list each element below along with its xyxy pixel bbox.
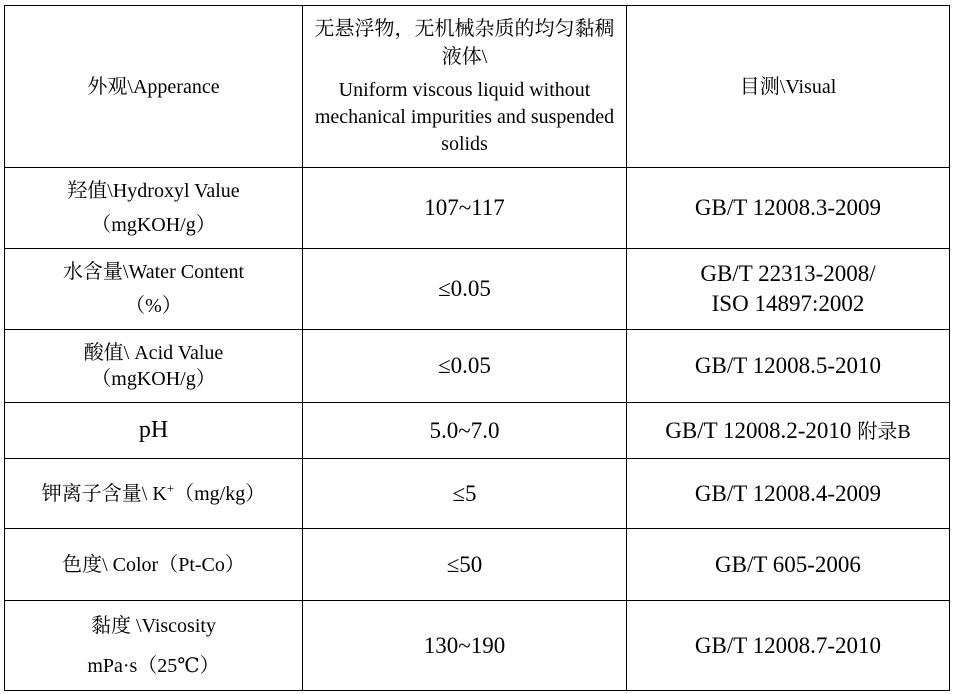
method-cell: [627, 249, 950, 330]
table-row: [5, 459, 950, 529]
table-row: [5, 6, 950, 168]
method-label: GB/T 12008.7-2010: [694, 632, 882, 658]
table-row: [5, 330, 950, 403]
property-unit: （%）: [125, 295, 182, 317]
property-cell: [5, 249, 303, 330]
value-cell: [303, 459, 627, 529]
value-text: ≤50: [446, 551, 483, 577]
property-cell: [5, 403, 303, 459]
property-label: pH: [138, 416, 169, 443]
value-cell: [303, 249, 627, 330]
property-label: 色度\ Color（Pt-Co）: [62, 553, 245, 576]
method-label: 目测\Visual: [739, 75, 837, 98]
property-label: 水含量\Water Content: [62, 261, 245, 283]
method-cell: [627, 168, 950, 249]
table-row: [5, 168, 950, 249]
appearance-description-cn: 无悬浮物，无机械杂质的均匀黏稠液体\: [314, 18, 615, 68]
method-cell: [627, 403, 950, 459]
method-cell: [627, 330, 950, 403]
table-row: [5, 249, 950, 330]
table-row: [5, 529, 950, 601]
property-label: 羟值\Hydroxyl Value: [67, 180, 240, 202]
property-cell: [5, 6, 303, 168]
method-label: GB/T 12008.2-2010: [665, 417, 852, 443]
property-unit: mPa·s（25℃）: [87, 654, 220, 677]
method-cell: [627, 6, 950, 168]
method-label: GB/T 605-2006: [715, 551, 861, 577]
property-unit: （mgKOH/g）: [91, 214, 216, 236]
property-unit: （mgKOH/g）: [91, 368, 216, 390]
method-label: GB/T 12008.3-2009: [694, 195, 882, 221]
property-label: 酸值\ Acid Value: [83, 342, 224, 364]
property-cell: [5, 529, 303, 601]
value-text: ≤0.05: [438, 276, 491, 302]
property-label: 钾离子含量\ K: [41, 482, 167, 505]
value-text: 130~190: [423, 632, 506, 658]
method-cell: [627, 459, 950, 529]
value-text: 107~117: [424, 195, 505, 221]
method-label-secondary: ISO 14897:2002: [711, 291, 865, 316]
method-label: GB/T 22313-2008/: [700, 261, 876, 287]
method-label: GB/T 12008.5-2010: [694, 353, 882, 379]
value-cell: [303, 601, 627, 691]
value-cell: [303, 6, 627, 168]
method-cell: [627, 529, 950, 601]
property-label: 外观\Apperance: [87, 75, 220, 98]
value-cell: [303, 403, 627, 459]
property-label: 黏度 \Viscosity: [91, 614, 216, 637]
appearance-description-en: Uniform viscous liquid without mechanical impurities and suspended solids: [314, 79, 615, 155]
value-cell: [303, 168, 627, 249]
property-cell: [5, 601, 303, 691]
value-text: ≤5: [452, 480, 477, 506]
property-cell: [5, 168, 303, 249]
value-cell: [303, 330, 627, 403]
property-cell: [5, 459, 303, 529]
specification-table: [4, 5, 950, 691]
superscript-plus: +: [166, 479, 175, 495]
method-label: GB/T 12008.4-2009: [694, 480, 882, 506]
table-row: [5, 403, 950, 459]
value-cell: [303, 529, 627, 601]
method-appendix: 附录B: [857, 420, 911, 443]
value-text: ≤0.05: [438, 353, 491, 379]
method-cell: [627, 601, 950, 691]
property-unit: （mg/kg）: [174, 482, 266, 505]
table-row: [5, 601, 950, 691]
value-text: 5.0~7.0: [429, 417, 500, 443]
property-cell: [5, 330, 303, 403]
